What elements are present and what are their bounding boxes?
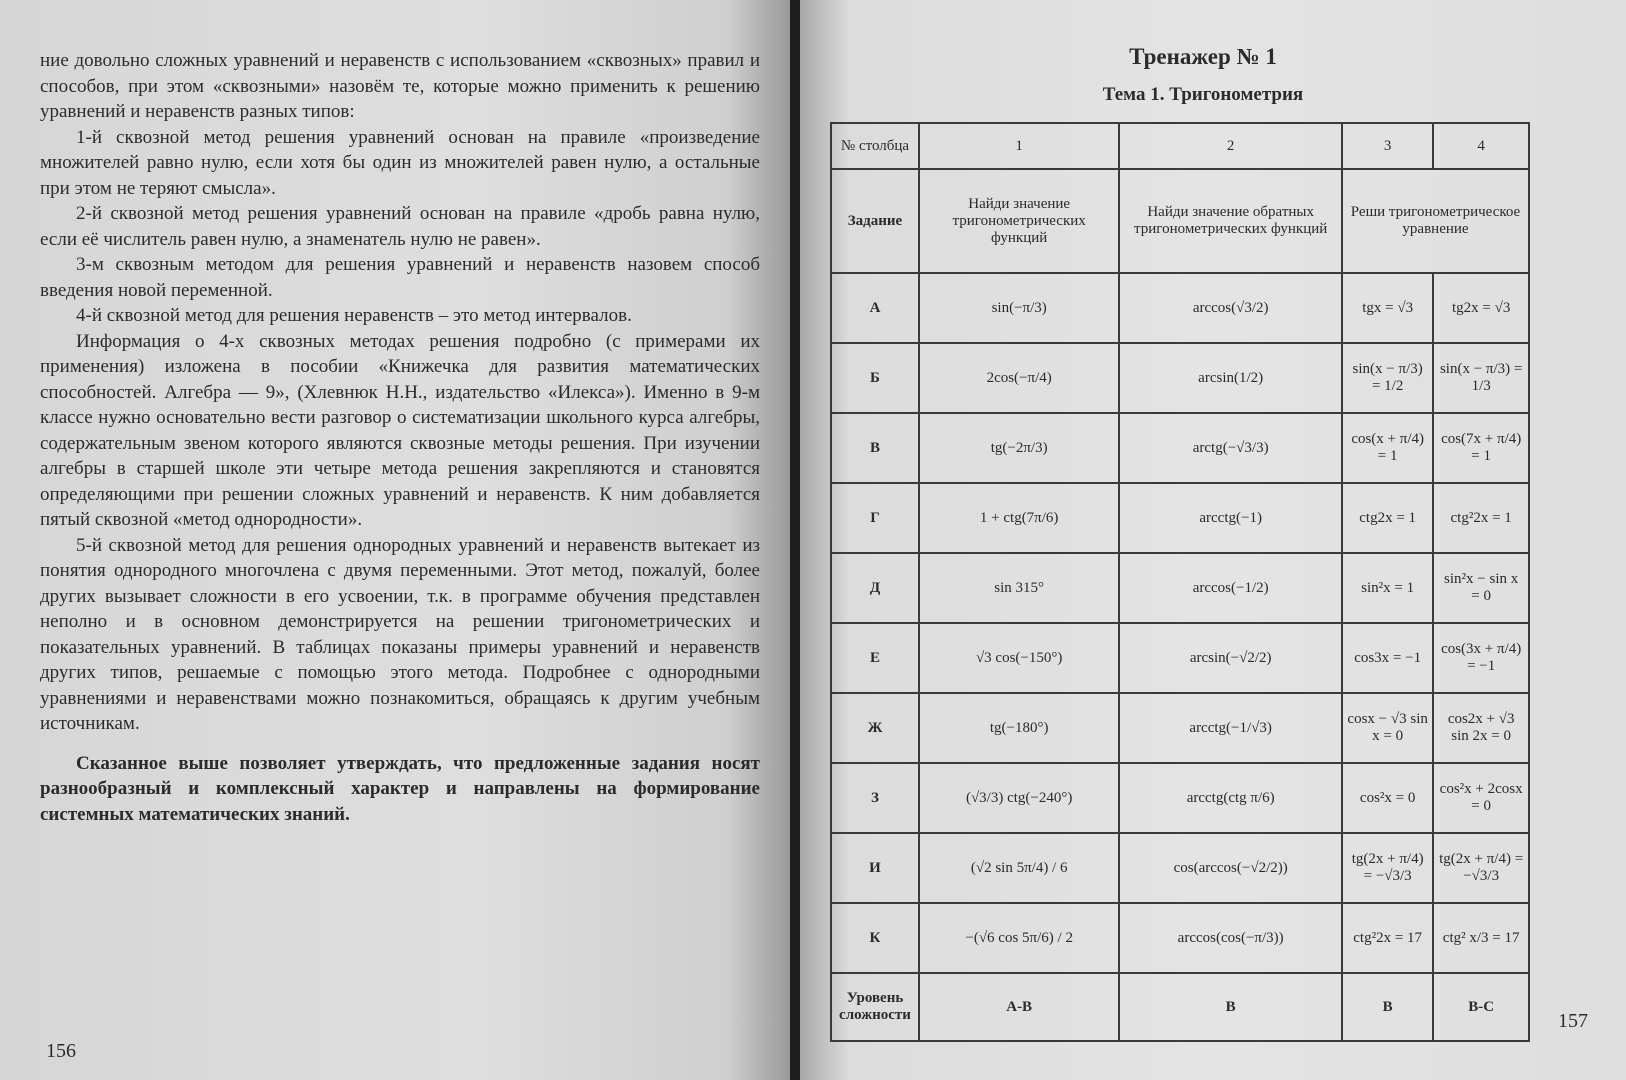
table-cell: cos(3x + π/4) = −1 bbox=[1433, 623, 1529, 693]
table-cell: sin²x = 1 bbox=[1342, 553, 1433, 623]
task-cell: Реши тригонометрическое уравнение bbox=[1342, 169, 1529, 273]
table-cell: arcctg(ctg π/6) bbox=[1119, 763, 1342, 833]
table-cell: cos(arccos(−√2/2)) bbox=[1119, 833, 1342, 903]
table-cell: tg(2x + π/4) = −√3/3 bbox=[1342, 833, 1433, 903]
table-cell: ctg²2x = 17 bbox=[1342, 903, 1433, 973]
row-label: И bbox=[831, 833, 919, 903]
table-row bbox=[831, 763, 1529, 833]
column-header: 1 bbox=[919, 123, 1119, 169]
table-cell: 1 + ctg(7π/6) bbox=[919, 483, 1119, 553]
table-cell: cos²x + 2cosx = 0 bbox=[1433, 763, 1529, 833]
table-body bbox=[831, 273, 1529, 973]
column-header: 3 bbox=[1342, 123, 1433, 169]
table-cell: cos(7x + π/4) = 1 bbox=[1433, 413, 1529, 483]
right-page bbox=[800, 0, 1626, 1080]
table-cell: cos(x + π/4) = 1 bbox=[1342, 413, 1433, 483]
table-cell: sin²x − sin x = 0 bbox=[1433, 553, 1529, 623]
table-cell: sin(x − π/3) = 1/3 bbox=[1433, 343, 1529, 413]
left-page bbox=[0, 0, 790, 1080]
task-row bbox=[831, 169, 1529, 273]
column-header: 2 bbox=[1119, 123, 1342, 169]
table-cell: tg2x = √3 bbox=[1433, 273, 1529, 343]
table-row bbox=[831, 483, 1529, 553]
table-cell: cos3x = −1 bbox=[1342, 623, 1433, 693]
table-cell: ctg² x/3 = 17 bbox=[1433, 903, 1529, 973]
table-cell: arccos(cos(−π/3)) bbox=[1119, 903, 1342, 973]
paragraph: Информация о 4-х сквозных методах решения подробно (с примерами их применения) изложена в пособии «Книжечка для развития математических способностей. Алгебра — 9», (Хлевнюк Н.Н., издательство «Илекса»). Именно в 9-м классе нужно основательно вести разговор о систематизации школьного курса алгебры, содержательным звеном которого являются сквозные методы решения. При изучении алгебры в старшей школе эти четыре метода решения закрепляются и становятся определяющими при решении сложных уравнений и неравенств. К ним добавляется пятый сквозной «метод однородности». bbox=[40, 330, 760, 530]
table-cell: arcsin(−√2/2) bbox=[1119, 623, 1342, 693]
table-row bbox=[831, 273, 1529, 343]
table-cell: arcctg(−1) bbox=[1119, 483, 1342, 553]
table-cell: (√3/3) ctg(−240°) bbox=[919, 763, 1119, 833]
table-cell: arcsin(1/2) bbox=[1119, 343, 1342, 413]
table-cell: √3 cos(−150°) bbox=[919, 623, 1119, 693]
table-cell: ctg²2x = 1 bbox=[1433, 483, 1529, 553]
level-label: Уровень сложности bbox=[831, 973, 919, 1041]
level-cell: А-В bbox=[919, 973, 1119, 1041]
level-cell: В bbox=[1342, 973, 1433, 1041]
row-label: Д bbox=[831, 553, 919, 623]
table-header-row bbox=[831, 123, 1529, 169]
paragraph: ние довольно сложных уравнений и неравенств с использованием «сквозных» правил и способов, при этом «сквозными» назовём те, которые можно применить к решению уравнений и неравенств разных типов: bbox=[40, 50, 760, 122]
row-label: Г bbox=[831, 483, 919, 553]
row-label: В bbox=[831, 413, 919, 483]
table-row bbox=[831, 693, 1529, 763]
row-label: Е bbox=[831, 623, 919, 693]
column-number-label: № столбца bbox=[831, 123, 919, 169]
table-cell: −(√6 cos 5π/6) / 2 bbox=[919, 903, 1119, 973]
exercise-table bbox=[830, 122, 1530, 1042]
table-row bbox=[831, 833, 1529, 903]
table-row bbox=[831, 413, 1529, 483]
table-cell: sin 315° bbox=[919, 553, 1119, 623]
table-row bbox=[831, 553, 1529, 623]
table-cell: tg(−180°) bbox=[919, 693, 1119, 763]
level-cell: В-С bbox=[1433, 973, 1529, 1041]
table-cell: cos²x = 0 bbox=[1342, 763, 1433, 833]
table-cell: cos2x + √3 sin 2x = 0 bbox=[1433, 693, 1529, 763]
table-cell: sin(−π/3) bbox=[919, 273, 1119, 343]
book-gutter bbox=[790, 0, 800, 1080]
table-cell: tg(2x + π/4) = −√3/3 bbox=[1433, 833, 1529, 903]
task-label: Задание bbox=[831, 169, 919, 273]
paragraph: 2-й сквозной метод решения уравнений основан на правиле «дробь равна нулю, если её числитель равен нулю, а знаменатель нулю не равен». bbox=[40, 203, 760, 250]
table-cell: tgx = √3 bbox=[1342, 273, 1433, 343]
row-label: Ж bbox=[831, 693, 919, 763]
level-row bbox=[831, 973, 1529, 1041]
table-cell: sin(x − π/3) = 1/2 bbox=[1342, 343, 1433, 413]
table-cell: cosx − √3 sin x = 0 bbox=[1342, 693, 1433, 763]
page-subtitle: Тема 1. Тригонометрия bbox=[1102, 84, 1304, 105]
table-cell: ctg2x = 1 bbox=[1342, 483, 1433, 553]
table-cell: arccos(√3/2) bbox=[1119, 273, 1342, 343]
table-cell: arccos(−1/2) bbox=[1119, 553, 1342, 623]
row-label: Б bbox=[831, 343, 919, 413]
row-label: К bbox=[831, 903, 919, 973]
row-label: З bbox=[831, 763, 919, 833]
paragraph: 3-м сквозным методом для решения уравнений и неравенств назовем способ введения новой переменной. bbox=[40, 254, 760, 301]
level-cell: В bbox=[1119, 973, 1342, 1041]
conclusion-paragraph: Сказанное выше позволяет утверждать, что предложенные задания носят разнообразный и комплексный характер и направлены на формирование системных математических знаний. bbox=[40, 752, 760, 825]
page-title: Тренажер № 1 bbox=[1129, 44, 1277, 69]
table-cell: 2cos(−π/4) bbox=[919, 343, 1119, 413]
task-cell: Найди значение тригонометрических функций bbox=[919, 169, 1119, 273]
paragraph: 5-й сквозной метод для решения однородных уравнений и неравенств вытекает из понятия однородного многочлена с двумя переменными. Этот метод, пожалуй, более других вызывает сложности в его усвоении, т.к. в программе обучения представлен неполно и в основном демонстрируется на решении тригонометрических и показательных уравнений. В таблицах показаны примеры уравнений и неравенств других типов, решаемые с помощью этого метода. Подробнее с однородными уравнениями и неравенствами можно познакомиться, обращаясь к другим учебным источникам. bbox=[40, 534, 760, 734]
table-cell: arcctg(−1/√3) bbox=[1119, 693, 1342, 763]
table-row bbox=[831, 623, 1529, 693]
table-cell: tg(−2π/3) bbox=[919, 413, 1119, 483]
column-header: 4 bbox=[1433, 123, 1529, 169]
table-row bbox=[831, 903, 1529, 973]
page-number: 156 bbox=[46, 1040, 76, 1062]
task-cell: Найди значение обратных тригонометрических функций bbox=[1119, 169, 1342, 273]
table-cell: arctg(−√3/3) bbox=[1119, 413, 1342, 483]
table-row bbox=[831, 343, 1529, 413]
paragraph: 1-й сквозной метод решения уравнений основан на правиле «произведение множителей равно нулю, если хотя бы один из множителей равен нулю, а остальные при этом не теряют смысла». bbox=[40, 126, 760, 199]
table-cell: (√2 sin 5π/4) / 6 bbox=[919, 833, 1119, 903]
page-number: 157 bbox=[1558, 1010, 1588, 1032]
paragraph: 4-й сквозной метод для решения неравенств – это метод интервалов. bbox=[76, 305, 632, 326]
row-label: А bbox=[831, 273, 919, 343]
